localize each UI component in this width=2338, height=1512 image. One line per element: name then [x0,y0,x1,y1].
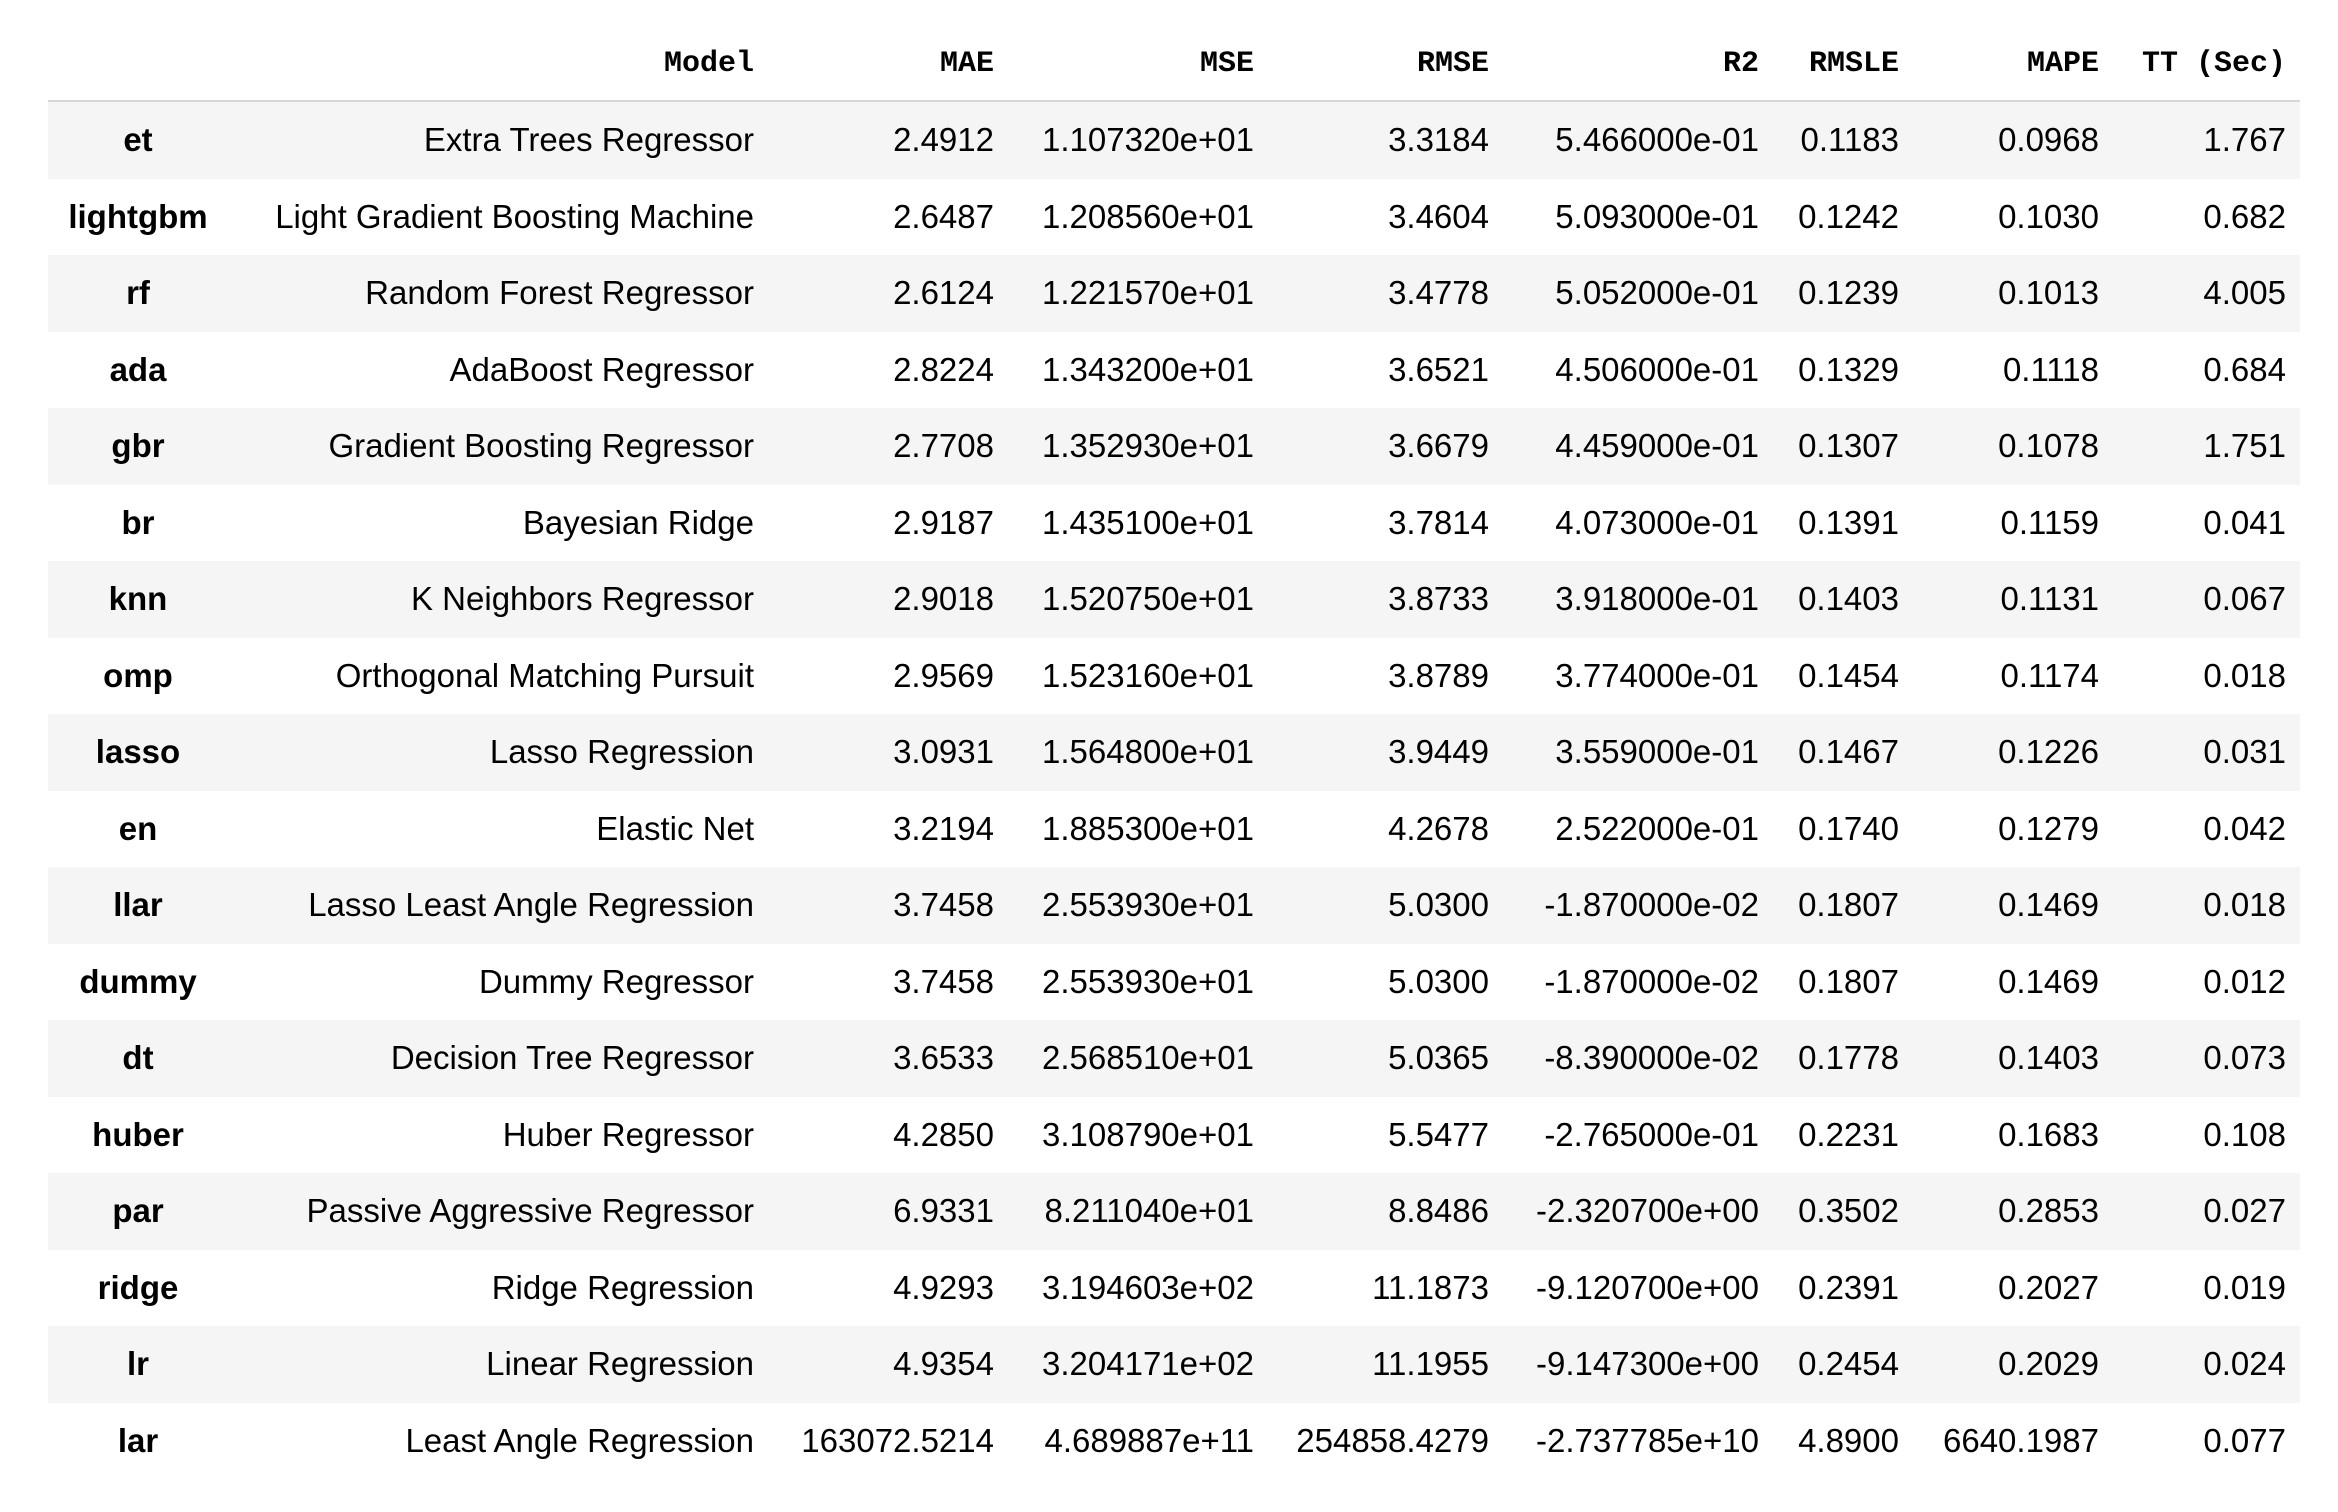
cell-model: K Neighbors Regressor [411,580,754,618]
table-row [48,408,2300,485]
cell-model: Decision Tree Regressor [390,1039,754,1077]
cell-model: Elastic Net [596,809,754,847]
table-row [48,255,2300,332]
cell-mape: 0.2027 [1998,1268,2099,1306]
cell-rmsle: 0.1807 [1798,886,1899,924]
table-row [48,638,2300,715]
cell-tt-sec: 0.031 [2203,733,2286,771]
row-index: et [123,121,153,159]
cell-mape: 0.1469 [1998,962,2099,1000]
cell-tt-sec: 0.073 [2203,1039,2286,1077]
cell-rmse: 8.8486 [1388,1192,1489,1230]
cell-rmse: 5.5477 [1388,1115,1489,1153]
cell-mse: 1.435100e+01 [1042,503,1254,541]
cell-mae: 2.9569 [893,656,994,694]
cell-model: Lasso Least Angle Regression [308,886,754,924]
header-model: Model [228,28,768,101]
cell-tt-sec: 0.012 [2203,962,2286,1000]
cell-r2: 2.522000e-01 [1555,809,1759,847]
cell-mse: 1.208560e+01 [1042,197,1254,235]
cell-model: Gradient Boosting Regressor [328,427,754,465]
cell-rmsle: 0.1467 [1798,733,1899,771]
cell-r2: 5.466000e-01 [1555,121,1759,159]
row-index: gbr [111,427,165,465]
table-row [48,561,2300,638]
cell-mape: 0.1226 [1998,733,2099,771]
cell-tt-sec: 1.751 [2203,427,2286,465]
cell-rmse: 3.4778 [1388,274,1489,312]
model-comparison-table [48,28,2300,1479]
cell-model: Orthogonal Matching Pursuit [335,656,754,694]
cell-mae: 6.9331 [893,1192,994,1230]
cell-mape: 0.0968 [1998,121,2099,159]
cell-tt-sec: 0.684 [2203,350,2286,388]
table-row [48,1403,2300,1480]
cell-rmsle: 0.1807 [1798,962,1899,1000]
cell-mse: 1.564800e+01 [1042,733,1254,771]
cell-mse: 2.553930e+01 [1042,886,1254,924]
table-row [48,714,2300,791]
cell-tt-sec: 0.108 [2203,1115,2286,1153]
cell-mape: 0.2029 [1998,1345,2099,1383]
cell-model: Linear Regression [486,1345,754,1383]
cell-rmsle: 0.2391 [1798,1268,1899,1306]
cell-tt-sec: 0.041 [2203,503,2286,541]
table-row [48,179,2300,256]
cell-tt-sec: 0.067 [2203,580,2286,618]
cell-model: Passive Aggressive Regressor [306,1192,754,1230]
cell-rmse: 3.6679 [1388,427,1489,465]
cell-mae: 3.7458 [893,886,994,924]
cell-model: Light Gradient Boosting Machine [275,197,754,235]
cell-mape: 0.1013 [1998,274,2099,312]
header-mae: MAE [768,28,1008,101]
cell-rmsle: 0.1239 [1798,274,1899,312]
cell-rmse: 5.0300 [1388,962,1489,1000]
cell-rmse: 5.0300 [1388,886,1489,924]
cell-mse: 4.689887e+11 [1044,1421,1254,1459]
cell-rmse: 3.8733 [1388,580,1489,618]
row-index: lar [117,1421,159,1459]
cell-mse: 1.520750e+01 [1042,580,1254,618]
row-index: dummy [79,962,197,1000]
row-index: en [118,809,158,847]
cell-mae: 2.7708 [893,427,994,465]
cell-mae: 3.6533 [893,1039,994,1077]
cell-tt-sec: 0.042 [2203,809,2286,847]
table-row [48,1173,2300,1250]
row-index: huber [92,1115,184,1153]
table-row [48,1020,2300,1097]
cell-mse: 8.211040e+01 [1044,1192,1254,1230]
cell-mae: 3.0931 [893,733,994,771]
cell-rmsle: 0.1454 [1798,656,1899,694]
cell-model: Ridge Regression [491,1268,754,1306]
cell-rmsle: 0.2454 [1798,1345,1899,1383]
cell-r2: -9.147300e+00 [1536,1345,1759,1383]
cell-mse: 2.568510e+01 [1042,1039,1254,1077]
cell-mae: 4.2850 [893,1115,994,1153]
cell-mape: 0.1078 [1998,427,2099,465]
cell-model: Dummy Regressor [478,962,754,1000]
row-index: knn [108,580,168,618]
cell-rmsle: 0.1183 [1800,121,1899,159]
cell-mape: 0.1683 [1998,1115,2099,1153]
row-index: par [112,1192,164,1230]
cell-mse: 3.204171e+02 [1042,1345,1254,1383]
cell-mape: 0.1131 [2000,580,2099,618]
header-row [48,28,2300,101]
header-mape: MAPE [1913,28,2113,101]
cell-mae: 3.7458 [893,962,994,1000]
cell-mse: 3.194603e+02 [1042,1268,1254,1306]
cell-tt-sec: 0.018 [2203,656,2286,694]
cell-mape: 0.2853 [1998,1192,2099,1230]
cell-rmsle: 0.1740 [1798,809,1899,847]
cell-mae: 4.9354 [893,1345,994,1383]
cell-rmsle: 0.1329 [1798,350,1899,388]
row-index: dt [122,1039,154,1077]
cell-rmsle: 0.1391 [1798,503,1899,541]
cell-mape: 0.1174 [2000,656,2099,694]
row-index: lasso [95,733,181,771]
cell-r2: 5.093000e-01 [1555,197,1759,235]
cell-rmsle: 4.8900 [1798,1421,1899,1459]
cell-tt-sec: 0.027 [2203,1192,2286,1230]
cell-rmse: 3.7814 [1388,503,1489,541]
cell-r2: 3.918000e-01 [1555,580,1759,618]
row-index: ridge [97,1268,179,1306]
cell-rmse: 5.0365 [1388,1039,1489,1077]
cell-r2: 4.073000e-01 [1555,503,1759,541]
cell-rmse: 254858.4279 [1296,1421,1489,1459]
cell-rmse: 3.9449 [1388,733,1489,771]
table-row [48,485,2300,562]
cell-rmse: 3.3184 [1388,121,1489,159]
cell-rmse: 3.8789 [1388,656,1489,694]
cell-rmsle: 0.1307 [1798,427,1899,465]
cell-r2: -1.870000e-02 [1544,886,1759,924]
table-body [48,101,2300,1479]
cell-r2: 5.052000e-01 [1555,274,1759,312]
cell-tt-sec: 4.005 [2203,274,2286,312]
cell-mape: 0.1469 [1998,886,2099,924]
cell-tt-sec: 1.767 [2203,121,2286,159]
cell-mae: 2.9187 [893,503,994,541]
cell-model: Extra Trees Regressor [423,121,754,159]
cell-model: Random Forest Regressor [365,274,754,312]
cell-rmsle: 0.3502 [1798,1192,1899,1230]
cell-rmsle: 0.1242 [1798,197,1899,235]
cell-rmse: 11.1873 [1372,1268,1489,1306]
table-row [48,944,2300,1021]
cell-rmsle: 0.1778 [1798,1039,1899,1077]
model-comparison-table-container [48,28,2300,1479]
cell-mae: 2.6124 [893,274,994,312]
table-row [48,1250,2300,1327]
cell-r2: -2.737785e+10 [1536,1421,1759,1459]
cell-mape: 0.1030 [1998,197,2099,235]
cell-tt-sec: 0.018 [2203,886,2286,924]
cell-model: Lasso Regression [489,733,754,771]
row-index: lr [126,1345,149,1383]
cell-r2: -8.390000e-02 [1544,1039,1759,1077]
cell-r2: -9.120700e+00 [1536,1268,1759,1306]
cell-mae: 3.2194 [893,809,994,847]
cell-mae: 2.6487 [893,197,994,235]
row-index: omp [103,656,173,694]
cell-mse: 1.885300e+01 [1042,809,1254,847]
cell-r2: 4.459000e-01 [1555,427,1759,465]
row-index: llar [113,886,163,924]
table-row [48,867,2300,944]
table-row [48,791,2300,868]
cell-mse: 1.221570e+01 [1042,274,1254,312]
cell-mae: 2.4912 [893,121,994,159]
cell-rmse: 3.6521 [1388,350,1489,388]
cell-rmsle: 0.1403 [1798,580,1899,618]
cell-tt-sec: 0.682 [2203,197,2286,235]
table-row [48,332,2300,409]
table-row [48,1326,2300,1403]
cell-rmse: 11.1955 [1372,1345,1489,1383]
cell-mse: 2.553930e+01 [1042,962,1254,1000]
cell-mae: 4.9293 [893,1268,994,1306]
row-index: ada [109,350,167,388]
table-header [48,28,2300,101]
cell-mse: 1.523160e+01 [1042,656,1254,694]
cell-mae: 163072.5214 [801,1421,994,1459]
header-tt-sec: TT (Sec) [2113,28,2300,101]
cell-mape: 0.1159 [2000,503,2099,541]
row-index: br [121,503,155,541]
cell-model: Huber Regressor [502,1115,754,1153]
cell-mse: 1.352930e+01 [1042,427,1254,465]
header-rmse: RMSE [1268,28,1503,101]
table-row [48,101,2300,179]
cell-r2: -1.870000e-02 [1544,962,1759,1000]
cell-model: AdaBoost Regressor [449,350,754,388]
cell-mape: 0.1118 [2002,350,2099,388]
cell-model: Bayesian Ridge [522,503,754,541]
cell-rmse: 4.2678 [1388,809,1489,847]
cell-mae: 2.9018 [893,580,994,618]
row-index: rf [126,274,150,312]
cell-mape: 6640.1987 [1943,1421,2099,1459]
cell-rmsle: 0.2231 [1798,1115,1899,1153]
cell-mae: 2.8224 [893,350,994,388]
table-row [48,1097,2300,1174]
cell-tt-sec: 0.077 [2203,1421,2286,1459]
cell-r2: 3.774000e-01 [1555,656,1759,694]
header-r2: R2 [1503,28,1773,101]
cell-tt-sec: 0.019 [2203,1268,2286,1306]
cell-r2: 3.559000e-01 [1555,733,1759,771]
cell-r2: -2.320700e+00 [1536,1192,1759,1230]
cell-model: Least Angle Regression [405,1421,754,1459]
header-rmsle: RMSLE [1773,28,1913,101]
cell-r2: 4.506000e-01 [1555,350,1759,388]
header-mse: MSE [1008,28,1268,101]
header-index [48,28,228,101]
cell-mse: 1.343200e+01 [1042,350,1254,388]
cell-rmse: 3.4604 [1388,197,1489,235]
cell-mse: 3.108790e+01 [1042,1115,1254,1153]
cell-tt-sec: 0.024 [2203,1345,2286,1383]
row-index: lightgbm [68,197,208,235]
cell-mape: 0.1279 [1998,809,2099,847]
cell-mape: 0.1403 [1998,1039,2099,1077]
cell-r2: -2.765000e-01 [1544,1115,1759,1153]
cell-mse: 1.107320e+01 [1042,121,1254,159]
